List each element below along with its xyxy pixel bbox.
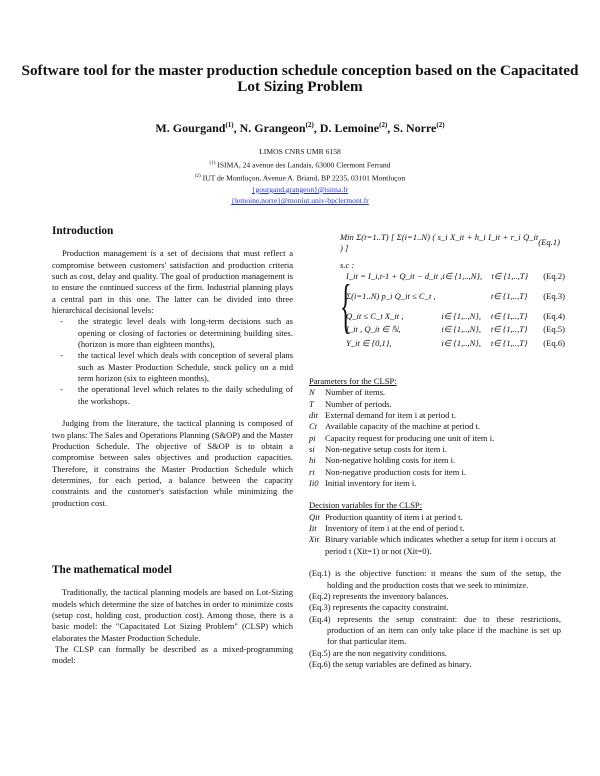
definition-item: [309, 444, 561, 455]
definition-item: [309, 523, 561, 534]
parameters-heading: Parameters for the CLSP:: [309, 376, 397, 386]
left-brace-icon: {: [340, 273, 352, 339]
symbol: T: [309, 398, 314, 409]
author-affiliation-mark: (2): [305, 121, 314, 129]
definition-text: Available capacity of the machine at period t.: [325, 421, 481, 432]
list-item: - the tactical level which deals with conception of several plans such as Master Production Schedule, stock policy on a mid term horizon (six to eighteen months),: [60, 350, 293, 384]
equation-label: (Eq.2): [543, 271, 565, 282]
subject-to: s.c :: [340, 260, 355, 270]
definition-text: Number of periods.: [325, 398, 392, 409]
author-list: M. Gourgand$^{(1)}$, N. Grangeon$^{(2)}$, D. Lemoine$^{(2)}$, S. Norre$^{(2)}$: [155, 121, 445, 135]
author: M. Gourgand: [155, 121, 226, 135]
symbol: Xit: [309, 534, 319, 545]
constraint-domain-t: t∈ {1,..,T}: [490, 337, 528, 348]
equation-label: (Eq.3): [543, 290, 566, 301]
equation: Min Σ(t=1..T) [ Σ(i=1..N) ( s_i X_it + h_i I_it + r_i Q_it ) ]: [340, 231, 539, 253]
symbol: Qit: [309, 511, 320, 522]
author-affiliation-mark: (1): [225, 121, 234, 129]
symbol: dit: [309, 410, 319, 421]
paragraph: Judging from the literature, the tactical planning is composed of two plans: The Sales and Operations Planning (S&OP) and the Master Production Schedule. The objective of S&OP is to obtain a compromise between sales objectives and production capacities. Therefore, it constrains the Master Production Schedule which determines, for each period, a balance between the capacity constraints and the customer's satisfaction while minimizing the production cost.: [52, 418, 293, 508]
constraint-domain-t: t∈ {1,..,T}: [491, 271, 529, 282]
definition-item: [309, 512, 561, 523]
affiliation-mark: (2): [194, 173, 201, 179]
constraints: [340, 270, 565, 350]
definition-item: [309, 455, 561, 466]
section-heading: Introduction: [52, 225, 114, 237]
section-heading: The mathematical model: [52, 564, 172, 576]
affiliations: [0, 146, 600, 207]
definition-item: [309, 467, 561, 478]
equation-label: (Eq.1): [538, 237, 560, 248]
author: D. Lemoine: [319, 121, 380, 135]
constraint-domain-t: t∈ {1,..,T}: [490, 290, 528, 301]
constraint-expr: I_it = I_i,t-1 + Q_it − d_it ,: [346, 271, 443, 282]
constraint-expr: Σ(i=1..N) p_i Q_it ≤ C_t ,: [346, 290, 436, 301]
definition-text: Binary variable which indicates whether a setup for item i occurs at period t (Xit=1) or not (Xit=0).: [325, 534, 556, 556]
paper-title: Software tool for the master production schedule conception based on the Capacitated Lot Sizing Problem: [21, 62, 579, 95]
explanation-item: (Eq.6) the setup variables are defined as binary.: [309, 658, 472, 669]
constraint-row: [346, 270, 565, 284]
paragraph: Traditionally, the tactical planning models are based on Lot-Sizing models which determine the size of batches in order to minimize costs (setup cost, holding cost, production cost). Among those, there is a basic model: the "Capacitated Lot Sizing Problem" (CLSP) which elaborates the Master Production Schedule.: [52, 587, 293, 643]
explanation-item: (Eq.4) represents the setup constraint: due to these restrictions, production of an item can only take place if the machine is set up for that particular item.: [309, 613, 561, 647]
symbol: N: [309, 387, 315, 398]
constraint-expr: I_it , Q_it ∈ ℕ,: [346, 324, 401, 335]
definition-item: [309, 410, 561, 421]
equation-label: (Eq.4): [543, 310, 566, 321]
constraint-row: [346, 310, 565, 324]
constraint-row: [346, 284, 565, 310]
affiliation-text: ISIMA, 24 avenue des Landais, 63000 Clermont Ferrand: [217, 160, 391, 170]
objective-function: [340, 232, 560, 271]
definition-text: Number of items.: [325, 387, 386, 398]
definition-text: External demand for item i at period t.: [325, 410, 457, 421]
lab: LIMOS CNRS UMR 6158: [259, 147, 341, 156]
paragraph: The CLSP can formally be described as a mixed-programming model:: [52, 644, 293, 666]
equation-label: (Eq.5): [543, 324, 566, 335]
symbol: Ii0: [309, 478, 319, 489]
definition-text: Non-negative production costs for item i.: [325, 466, 466, 477]
model-section: [52, 565, 293, 667]
symbol: hi: [309, 455, 316, 466]
bullet-list: [52, 316, 293, 407]
definition-text: Production quantity of item i at period t.: [325, 511, 463, 522]
equation-explanations: [309, 568, 561, 670]
constraint-domain-i: i∈ {1,..,N},: [442, 271, 483, 282]
author-affiliation-mark: (2): [379, 121, 388, 129]
affiliation-2: [0, 171, 600, 184]
definition-text: Inventory of item i at the end of period t.: [325, 523, 465, 534]
definition-text: Initial inventory for item i.: [325, 478, 417, 489]
constraint-domain-i: i∈ {1,..,N},: [441, 324, 481, 335]
list-item-text: the operational level which relates to the daily scheduling of the workshops.: [78, 384, 293, 406]
constraint-domain-t: t∈ {1,..,T}: [490, 324, 528, 335]
symbol: si: [309, 444, 315, 455]
definition-item: [309, 399, 561, 410]
list-item: - the operational level which relates to the daily scheduling of the workshops.: [60, 384, 293, 406]
symbol: Iit: [309, 523, 317, 534]
constraint-expr: Y_it ∈ {0,1},: [346, 337, 392, 348]
list-item-text: the strategic level deals with long-term decisions such as opening or closing of factories or determining building sites. (horizon is more than eighteen months),: [78, 316, 293, 350]
list-item-text: the tactical level which deals with conception of several plans such as Master Production Schedule, stock policy on a mid term horizon (six to eighteen months),: [78, 350, 293, 384]
parameters-section: [309, 376, 561, 670]
constraint-domain-i: i∈ {1,..,N},: [441, 310, 481, 321]
equation-label: (Eq.6): [543, 337, 566, 348]
affiliation-mark: (1): [209, 160, 216, 166]
definition-item: [309, 433, 561, 444]
definition-item: [309, 534, 561, 557]
symbol: pi: [309, 432, 316, 443]
definition-item: [309, 387, 561, 398]
explanation-item: (Eq.3) represents the capacity constraint.: [309, 602, 449, 613]
symbol: ri: [309, 466, 315, 477]
explanation-item: (Eq.5) are the non negativity conditions.: [309, 647, 447, 658]
paragraph: Production management is a set of decisions that must reflect a compromise between customers' satisfaction and production criteria such as cost, delay and quality. The goal of production management is to ensure the continued success of the firm. Industrial planning plays a central part in this one. The latter can be divided into three hierarchical decisional levels:: [52, 248, 293, 316]
constraint-domain-t: t∈ {1,..,T}: [490, 310, 528, 321]
email-link-1[interactable]: {gourgand,grangeon}@isima.fr: [251, 184, 349, 194]
constraint-row: [346, 337, 565, 351]
explanation-item: (Eq.2) represents the inventory balances.: [309, 590, 449, 601]
author-affiliation-mark: (2): [436, 121, 445, 129]
definition-text: Capacity request for producing one unit of item i.: [325, 432, 495, 443]
introduction-section: [52, 226, 293, 509]
explanation-item: (Eq.1) is the objective function: it means the sum of the setup, the holding and the production costs that we seek to minimize.: [309, 568, 561, 590]
parameters-list: [309, 387, 561, 489]
list-item: - the strategic level deals with long-term decisions such as opening or closing of factories or determining building sites. (horizon is more than eighteen months),: [60, 316, 293, 350]
author: S. Norre: [393, 121, 437, 135]
constraint-expr: Q_it ≤ C_t X_it ,: [346, 310, 404, 321]
definition-item: [309, 478, 561, 489]
variables-heading: Decision variables for the CLSP:: [309, 500, 422, 511]
definition-item: [309, 421, 561, 432]
affiliation-1: [0, 158, 600, 171]
variables-list: [309, 512, 561, 557]
definition-text: Non-negative setup costs for item i.: [325, 444, 448, 455]
constraint-row: [346, 323, 565, 337]
email-link-2[interactable]: {lemoine,norre}@moniut.univ-bpclermont.fr: [231, 196, 369, 206]
author: N. Grangeon: [239, 121, 306, 135]
symbol: Ct: [309, 421, 318, 432]
constraint-domain-i: i∈ {1,..,N},: [441, 337, 481, 348]
affiliation-text: IUT de Montluçon, Avenue A. Briand, BP 2235, 03101 Montluçon: [202, 173, 406, 183]
definition-text: Non-negative holding costs for item i.: [325, 455, 456, 466]
